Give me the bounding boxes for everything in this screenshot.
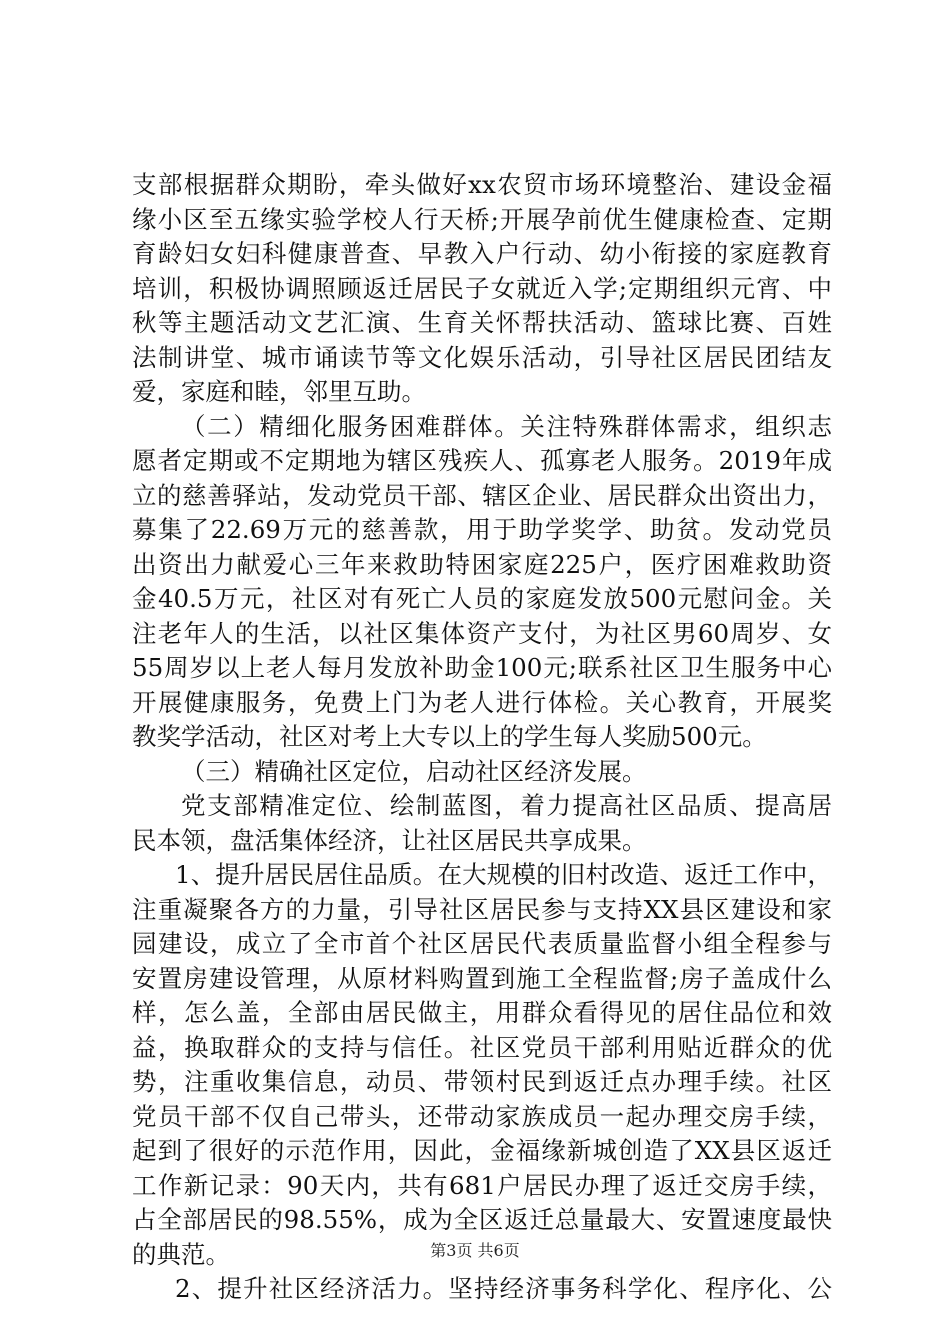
body-line: 募集了22.69万元的慈善款，用于助学奖学、助贫。发动党员 <box>132 515 832 544</box>
body-line: 的典范。 <box>132 1239 230 1269</box>
body-line: 缘小区至五缘实验学校人行天桥;开展孕前优生健康检查、定期 <box>132 204 832 234</box>
document-body <box>132 168 832 1307</box>
body-line: 立的慈善驿站，发动党员干部、辖区企业、居民群众出资出力， <box>132 480 832 510</box>
body-line: 样，怎么盖，全部由居民做主，用群众看得见的居住品位和效 <box>132 998 832 1027</box>
body-line: 法制讲堂、城市诵读节等文化娱乐活动，引导社区居民团结友 <box>132 342 832 372</box>
section-heading-line: （三）精确社区定位，启动社区经济发展。 <box>181 756 647 786</box>
body-line: 工作新记录：90天内，共有681户居民办理了返迁交房手续， <box>132 1170 832 1200</box>
body-line: 势，注重收集信息，动员、带领村民到返迁点办理手续。社区 <box>132 1067 832 1096</box>
body-line: 益，换取群众的支持与信任。社区党员干部利用贴近群众的优 <box>132 1032 832 1062</box>
body-line: 民本领，盘活集体经济，让社区居民共享成果。 <box>132 825 647 855</box>
body-line: 育龄妇女妇科健康普查、早教入户行动、幼小衔接的家庭教育 <box>132 239 832 268</box>
body-line: 开展健康服务，免费上门为老人进行体检。关心教育，开展奖 <box>132 687 832 717</box>
body-line: 安置房建设管理，从原材料购置到施工全程监督;房子盖成什么 <box>132 963 832 993</box>
body-line: 起到了很好的示范作用，因此，金福缘新城创造了XX县区返迁 <box>132 1136 832 1165</box>
body-line: 注重凝聚各方的力量，引导社区居民参与支持XX县区建设和家 <box>132 894 832 924</box>
body-line: 2、提升社区经济活力。坚持经济事务科学化、程序化、公 <box>175 1274 832 1303</box>
body-line: 愿者定期或不定期地为辖区残疾人、孤寡老人服务。2019年成 <box>132 446 832 475</box>
body-line: 注老年人的生活，以社区集体资产支付，为社区男60周岁、女 <box>132 618 832 648</box>
body-line: 55周岁以上老人每月发放补助金100元;联系社区卫生服务中心 <box>132 653 832 682</box>
body-line: 1、提升居民居住品质。在大规模的旧村改造、返迁工作中， <box>175 860 832 889</box>
body-line: 培训，积极协调照顾返迁居民子女就近入学;定期组织元宵、中 <box>132 273 832 303</box>
body-line: 金40.5万元，社区对有死亡人员的家庭发放500元慰问金。关 <box>132 584 832 613</box>
page-number-footer: 第3页 共6页 <box>430 1241 520 1260</box>
body-line: 出资出力献爱心三年来救助特困家庭225户，医疗困难救助资 <box>132 549 832 579</box>
body-line: 党员干部不仅自己带头，还带动家族成员一起办理交房手续， <box>132 1101 832 1131</box>
body-line: 支部根据群众期盼，牵头做好xx农贸市场环境整治、建设金福 <box>132 170 832 199</box>
body-line: 秋等主题活动文艺汇演、生育关怀帮扶活动、篮球比赛、百姓 <box>132 308 832 337</box>
body-line: 党支部精准定位、绘制蓝图，着力提高社区品质、提高居 <box>181 791 832 820</box>
section-heading-line: （二）精细化服务困难群体。关注特殊群体需求，组织志 <box>181 411 832 441</box>
body-line: 园建设，成立了全市首个社区居民代表质量监督小组全程参与 <box>132 929 832 958</box>
body-line: 爱，家庭和睦，邻里互助。 <box>132 377 426 406</box>
body-line: 教奖学活动，社区对考上大专以上的学生每人奖励500元。 <box>132 722 767 751</box>
body-line: 占全部居民的98.55%，成为全区返迁总量最大、安置速度最快 <box>132 1205 832 1234</box>
